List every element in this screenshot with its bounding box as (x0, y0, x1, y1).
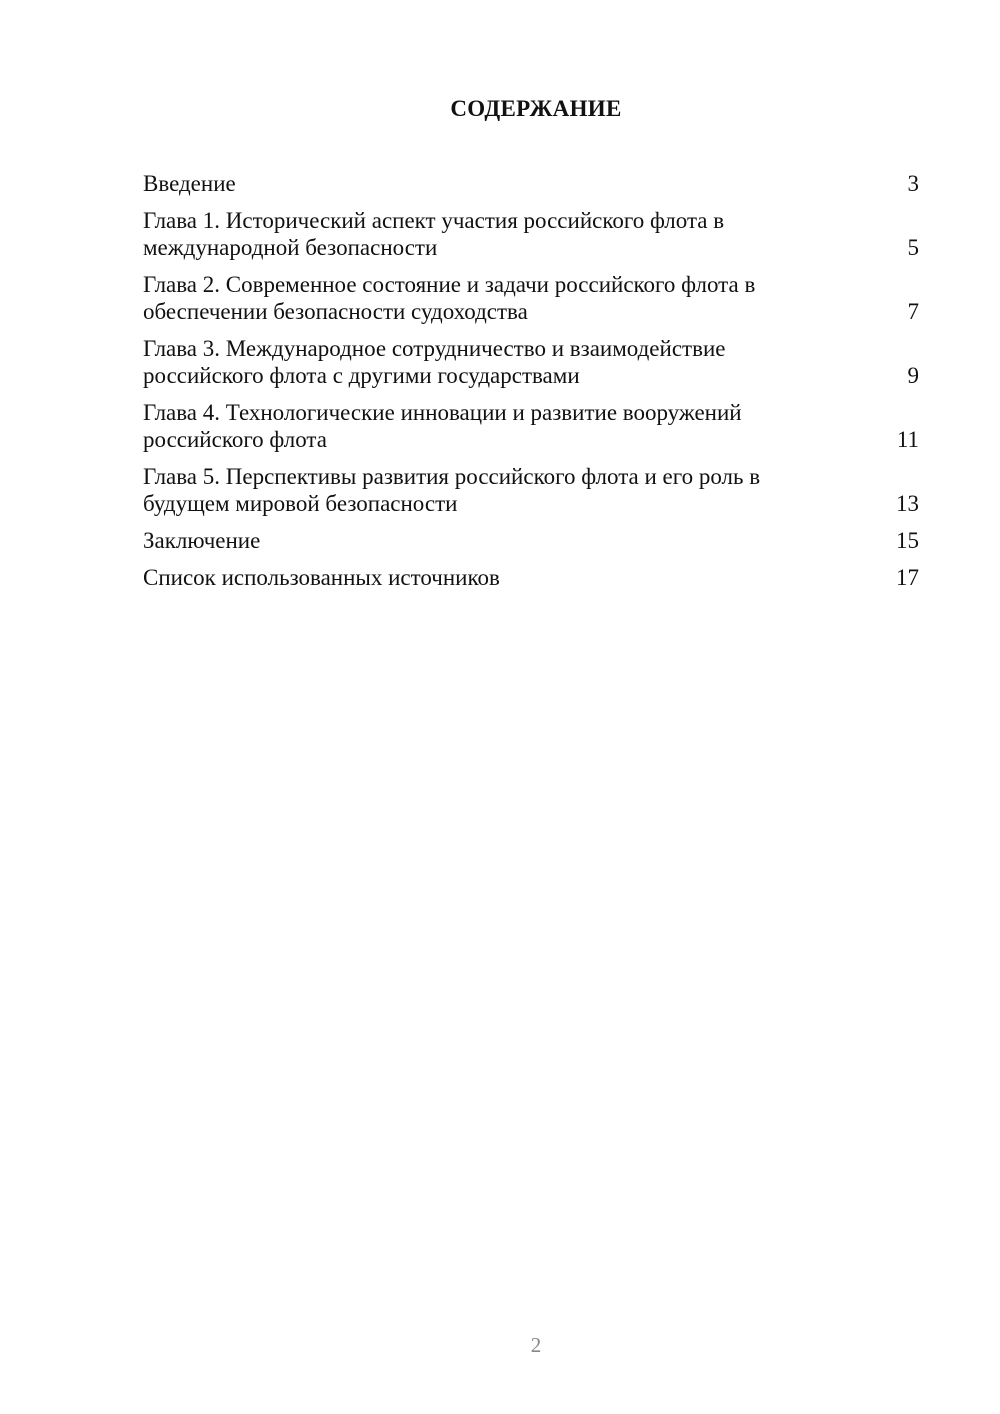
toc-entry-title: Список использованных источников (143, 565, 500, 590)
toc-entry-title: Глава 3. Международное сотрудничество и взаимодействие российского флота с другими государствами (143, 336, 726, 388)
toc-entry-chapter-3 (143, 335, 919, 389)
toc-entry-title: Глава 2. Современное состояние и задачи российского флота в обеспечении безопасности судоходства (143, 272, 756, 324)
toc-entry-page: 5 (907, 235, 919, 260)
toc-entry-title: Глава 4. Технологические инновации и развитие вооружений российского флота (143, 400, 742, 452)
toc-entry-page: 3 (907, 171, 919, 196)
page-number: 2 (530, 1333, 542, 1357)
toc-entry-chapter-5 (143, 463, 919, 517)
toc-entry-introduction (143, 170, 919, 197)
page-title: СОДЕРЖАНИЕ (450, 96, 622, 121)
toc-entry-references (143, 564, 919, 591)
toc-entry-title: Заключение (143, 528, 261, 553)
toc-entry-title: Глава 5. Перспективы развития российского флота и его роль в будущем мировой безопасности (143, 464, 761, 516)
toc-entry-page: 7 (907, 299, 919, 324)
toc-entry-chapter-2 (143, 271, 919, 325)
toc-entry-title: Введение (143, 171, 236, 196)
toc-entry-conclusion (143, 527, 919, 554)
toc-entry-chapter-1 (143, 207, 919, 261)
toc-entry-page: 15 (896, 528, 919, 553)
toc-entry-title: Глава 1. Исторический аспект участия российского флота в международной безопасности (143, 208, 725, 260)
toc-entry-page: 17 (896, 565, 919, 590)
table-of-contents (143, 170, 919, 601)
toc-entry-page: 11 (896, 427, 919, 452)
toc-entry-page: 9 (907, 363, 919, 388)
toc-entry-page: 13 (896, 491, 919, 516)
toc-entry-chapter-4 (143, 399, 919, 453)
